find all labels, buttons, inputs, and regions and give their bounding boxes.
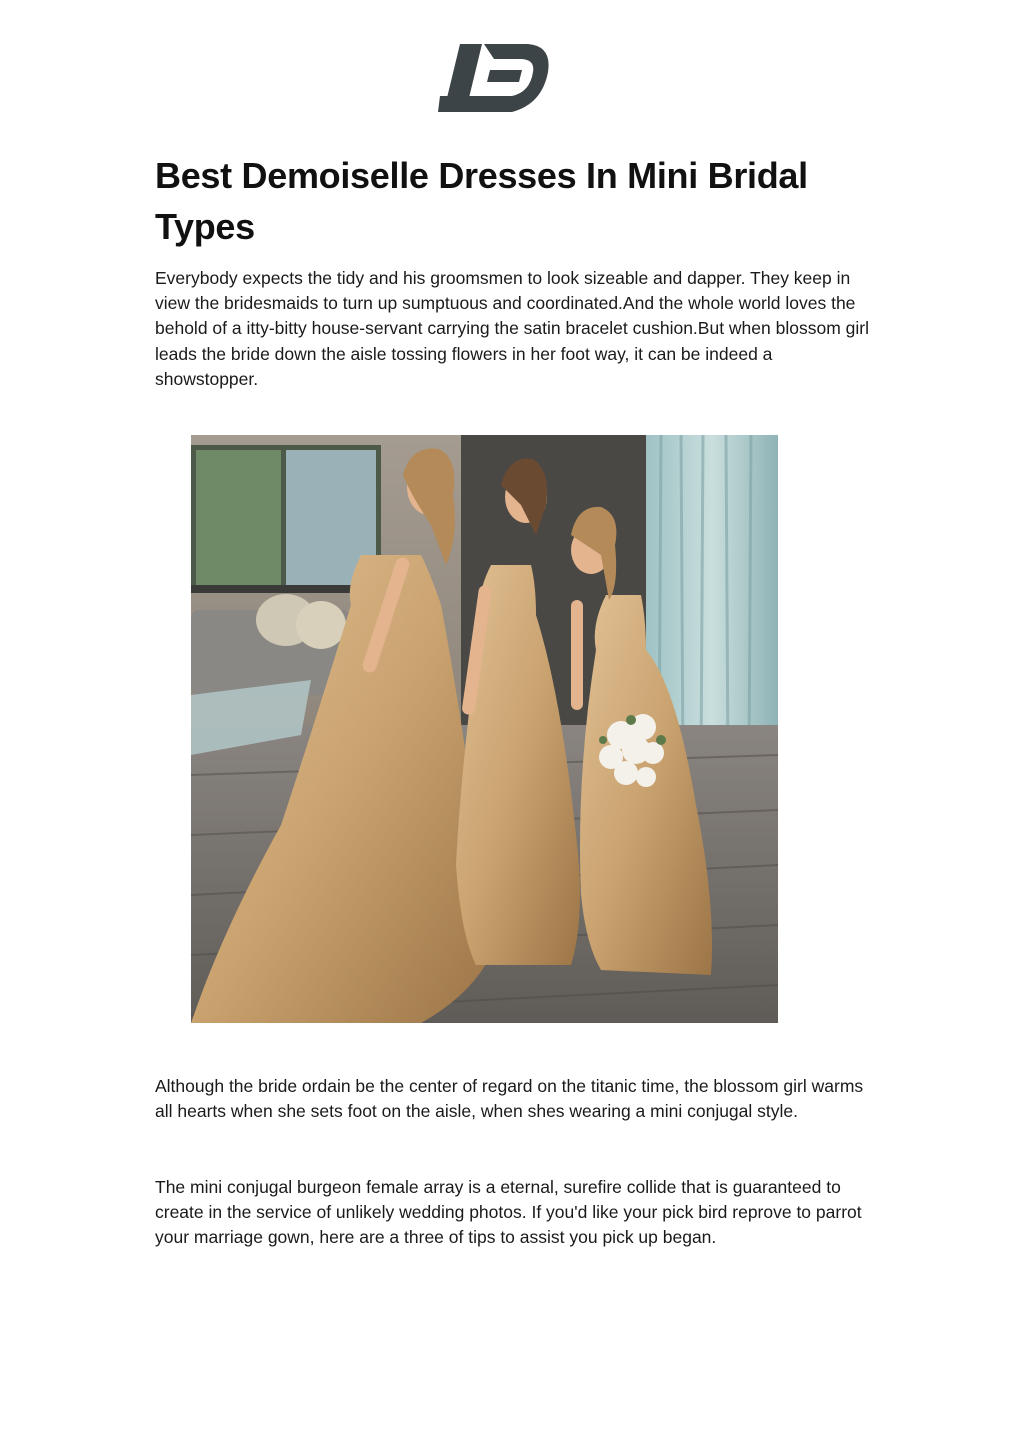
intro-paragraph: Everybody expects the tidy and his groomsmen to look sizeable and dapper. They keep in view the bridesmaids to turn up sumptuous and coordinated.And the whole world loves the behold of a itty-bitty house-servant carrying the satin bracelet cushion.But when blossom girl leads the bride down the aisle tossing flowers in her foot way, it can be indeed a showstopper. [155,268,869,389]
body-paragraph: The mini conjugal burgeon female array is a eternal, surefire collide that is guaranteed to create in the service of unlikely wedding photos. If you'd like your pick bird reprove to parrot your marriage gown, here are a three of tips to assist you pick up began. [155,1177,862,1248]
bridesmaids-photo [191,435,778,1023]
brand-logo-icon [438,42,554,114]
brand-logo [438,42,554,114]
body-paragraph: Although the bride ordain be the center of regard on the titanic time, the blossom girl warms all hearts when she sets foot on the aisle, when shes wearing a mini conjugal style. [155,1076,864,1122]
article-title: Best Demoiselle Dresses In Mini Bridal Types [155,155,808,247]
